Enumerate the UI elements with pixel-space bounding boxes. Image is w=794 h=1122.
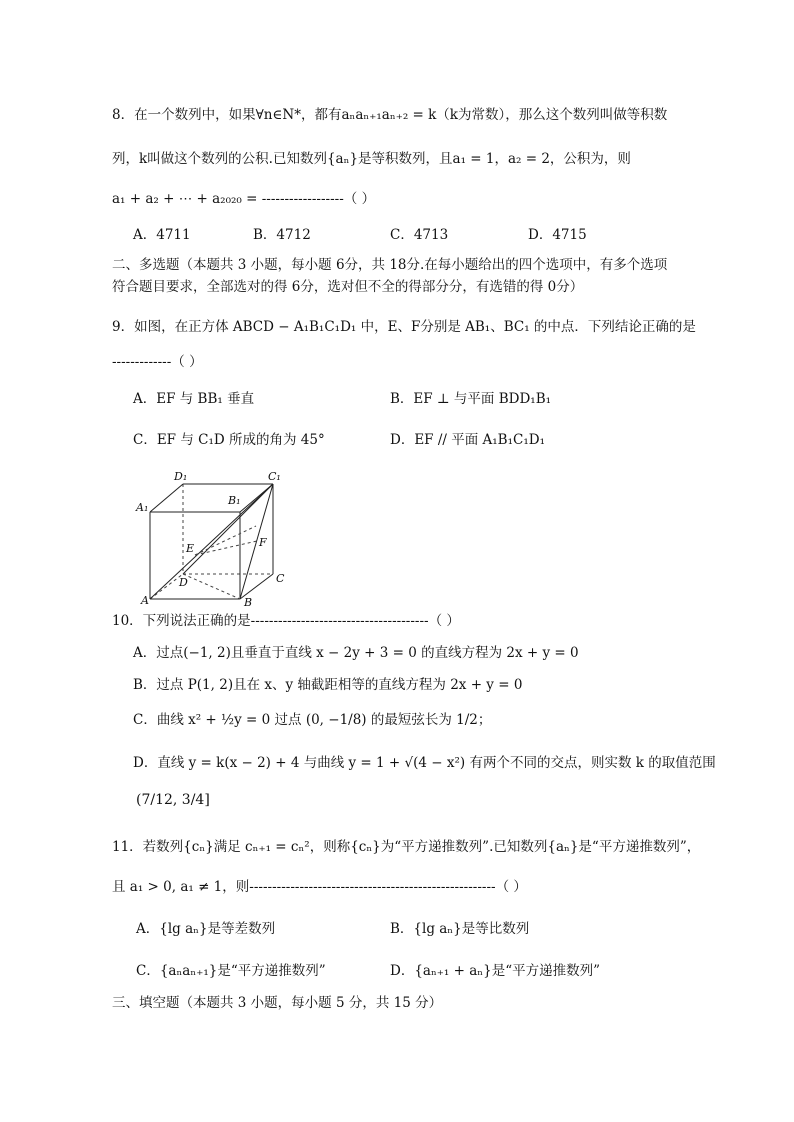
q9-option-b: B．EF ⊥ 与平面 BDD₁B₁ [390, 391, 552, 407]
label-e: E [186, 542, 195, 555]
cube-figure [130, 466, 300, 608]
q11-option-b: B．{lg aₙ}是等比数列 [390, 921, 530, 937]
q8-stem-line3: a₁ + a₂ + ⋯ + a₂₀₂₀ = ------------------（ ） [112, 191, 376, 207]
label-a1: A₁ [136, 501, 149, 514]
q8-option-d: D．4715 [528, 227, 587, 243]
section2-heading-line2: 符合题目要求，全部选对的得 6分，选对但不全的得部分分，有选错的得 0分） [112, 279, 584, 295]
segment-e-aux [195, 526, 256, 555]
label-a: A [141, 594, 149, 607]
q11-stem-line2: 且 a₁ > 0, a₁ ≠ 1，则------------------------------------------------------（ ） [112, 879, 527, 895]
q9-stem-line2: -------------（ ） [112, 354, 203, 370]
label-c1: C₁ [268, 470, 281, 483]
q11-option-a: A．{lg aₙ}是等差数列 [136, 921, 276, 937]
label-d: D [179, 576, 188, 589]
q10-option-d: D．直线 y = k(x − 2) + 4 与曲线 y = 1 + √(4 − x²) 有两个不同的交点，则实数 k 的取值范围 [133, 755, 716, 771]
q9-option-d: D．EF // 平面 A₁B₁C₁D₁ [390, 432, 545, 448]
q10-stem: 10．下列说法正确的是---------------------------------------（ ） [112, 613, 460, 629]
label-c: C [276, 572, 285, 585]
label-b1: B₁ [228, 494, 241, 507]
q11-stem-line1: 11．若数列{cₙ}满足 cₙ₊₁ = cₙ²，则称{cₙ}为“平方递推数列”.已知数列{aₙ}是“平方递推数列”， [112, 839, 701, 855]
section3-heading: 三、填空题（本题共 3 小题，每小题 5 分，共 15 分） [112, 995, 443, 1011]
q10-option-a: A．过点(−1, 2)且垂直于直线 x − 2y + 3 = 0 的直线方程为 2x + y = 0 [133, 645, 579, 661]
label-b: B [244, 596, 253, 608]
diagonal-db [183, 574, 240, 599]
q9-option-c: C．EF 与 C₁D 所成的角为 45° [133, 432, 325, 448]
q11-option-d: D．{aₙ₊₁ + aₙ}是“平方递推数列” [390, 963, 601, 979]
q8-stem-line1: 8．在一个数列中，如果∀n∈N*，都有aₙaₙ₊₁aₙ₊₂ = k（k为常数），那么这个数列叫做等积数 [112, 107, 668, 123]
q9-stem-line1: 9．如图，在正方体 ABCD − A₁B₁C₁D₁ 中，E、F分别是 AB₁、BC₁ 的中点．下列结论正确的是 [112, 319, 696, 335]
q10-option-c: C．曲线 x² + ½y = 0 过点 (0, −1/8) 的最短弦长为 1/2； [133, 712, 492, 728]
edge-a1d1 [150, 484, 183, 512]
q8-option-b: B．4712 [253, 227, 311, 243]
q11-option-c: C．{aₙaₙ₊₁}是“平方递推数列” [136, 963, 326, 979]
q8-option-a: A．4711 [133, 227, 191, 243]
q10-option-d-range: (7/12, 3/4] [136, 792, 210, 808]
label-f: F [259, 536, 267, 549]
q8-stem-line2: 列，k叫做这个数列的公积.已知数列{aₙ}是等积数列，且a₁ = 1，a₂ = 2，公积为，则 [112, 151, 631, 167]
q8-option-c: C．4713 [390, 227, 449, 243]
q10-option-b: B．过点 P(1, 2)且在 x、y 轴截距相等的直线方程为 2x + y = 0 [133, 677, 523, 693]
label-d1: D₁ [174, 470, 188, 483]
section2-heading-line1: 二、多选题（本题共 3 小题，每小题 6分，共 18分.在每小题给出的四个选项中，有多个选项 [112, 257, 668, 273]
q9-option-a: A．EF 与 BB₁ 垂直 [133, 391, 255, 407]
